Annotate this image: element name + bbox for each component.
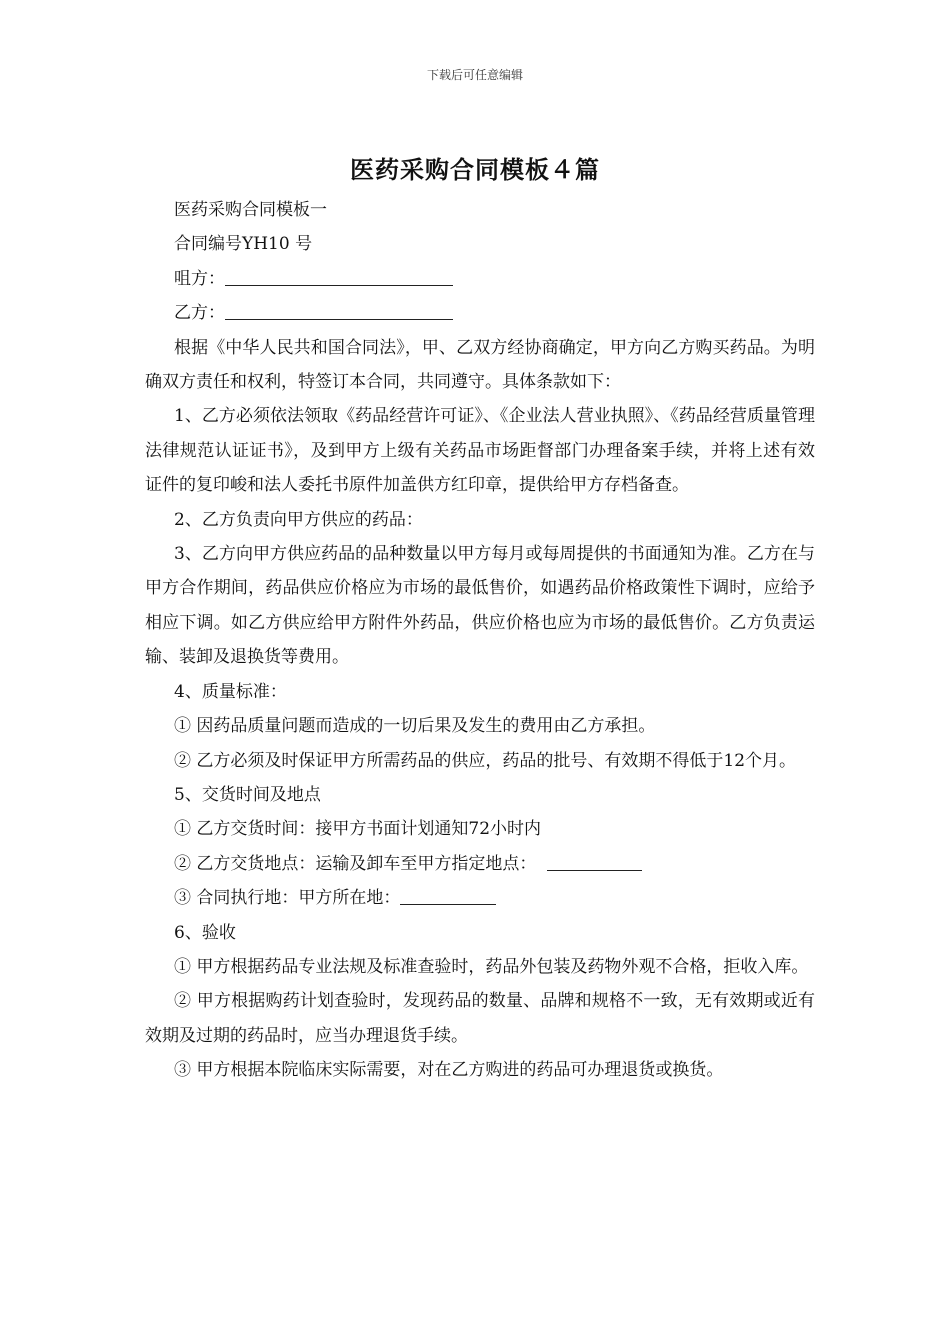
party-b-label: 乙方： bbox=[174, 303, 225, 324]
party-a-label: 咀方： bbox=[174, 268, 225, 289]
clause-2: 2、乙方负责向甲方供应的药品： bbox=[174, 509, 423, 530]
clause-4-item-2: ② 乙方必须及时保证甲方所需药品的供应，药品的批号、有效期不得低于12个月。 bbox=[174, 750, 797, 771]
intro-paragraph: 根据《中华人民共和国合同法》，甲、乙双方经协商确定，甲方向乙方购买药品。为明确双方责任和权利，特签订本合同，共同遵守。具体条款如下： bbox=[145, 337, 815, 393]
clause-6-item-3: ③ 甲方根据本院临床实际需要，对在乙方购进的药品可办理退货或换货。 bbox=[174, 1060, 724, 1081]
clause-4: 4、质量标准： bbox=[174, 681, 287, 702]
party-a-blank bbox=[225, 267, 453, 286]
document-title: 医药采购合同模板４篇 bbox=[350, 156, 600, 184]
delivery-location-label: ② 乙方交货地点：运输及卸车至甲方指定地点： bbox=[174, 853, 537, 874]
execution-place-label: ③ 合同执行地：甲方所在地： bbox=[174, 888, 401, 909]
document-subtitle: 医药采购合同模板一 bbox=[174, 200, 327, 220]
clause-6: 6、验收 bbox=[174, 922, 236, 943]
clause-5: 5、交货时间及地点 bbox=[174, 784, 321, 805]
clause-1: 1、乙方必须依法领取《药品经营许可证》、《企业法人营业执照》、《药品经营质量管理法律规范认证证书》，及到甲方上级有关药品市场距督部门办理备案手续，并将上述有效证件的复印峻和法人委托书原件加盖供方红印章，提供给甲方存档备查。 bbox=[145, 406, 815, 496]
clause-5-item-2 bbox=[145, 847, 815, 881]
party-b-blank bbox=[225, 301, 453, 320]
clause-6-item-2: ② 甲方根据购药计划查验时，发现药品的数量、品牌和规格不一致，无有效期或近有效期及过期的药品时，应当办理退货手续。 bbox=[145, 991, 815, 1046]
document-body bbox=[145, 193, 815, 1088]
clause-5-item-1: ① 乙方交货时间：接甲方书面计划通知72小时内 bbox=[174, 819, 542, 840]
execution-place-blank bbox=[400, 886, 496, 905]
party-b-line bbox=[145, 296, 815, 330]
party-a-line bbox=[145, 262, 815, 296]
delivery-location-blank bbox=[547, 852, 642, 871]
header-note: 下载后可任意编辑 bbox=[426, 68, 523, 82]
contract-number: 合同编号YH10 号 bbox=[174, 234, 313, 255]
clause-3: 3、乙方向甲方供应药品的品种数量以甲方每月或每周提供的书面通知为准。乙方在与甲方合作期间，药品供应价格应为市场的最低售价，如遇药品价格政策性下调时，应给予相应下调。如乙方供应给甲方附件外药品，供应价格也应为市场的最低售价。乙方负责运输、装卸及退换货等费用。 bbox=[145, 544, 815, 668]
clause-5-item-3 bbox=[145, 881, 815, 915]
clause-6-item-1: ① 甲方根据药品专业法规及标准查验时，药品外包装及药物外观不合格，拒收入库。 bbox=[174, 956, 809, 977]
clause-4-item-1: ① 因药品质量问题而造成的一切后果及发生的费用由乙方承担。 bbox=[174, 716, 656, 737]
